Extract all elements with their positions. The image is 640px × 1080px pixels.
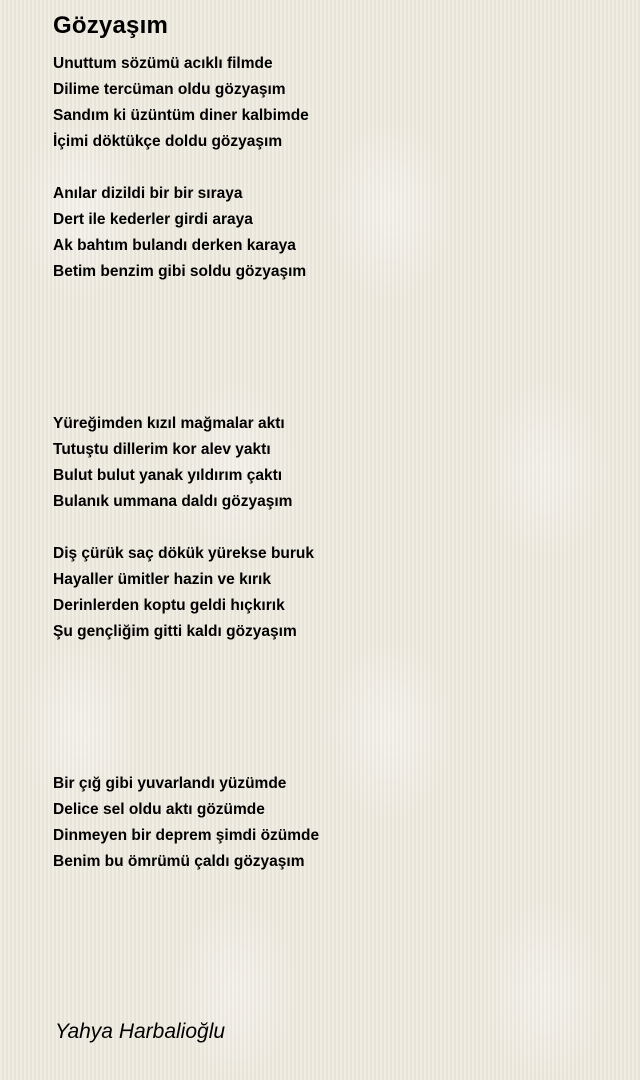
poem-line: Delice sel oldu aktı gözümde (53, 801, 265, 818)
poem-line: Diş çürük saç dökük yürekse buruk (53, 545, 315, 562)
poem-line: Sandım ki üzüntüm diner kalbimde (53, 107, 309, 124)
poem-line: Hayaller ümitler hazin ve kırık (53, 571, 271, 588)
poem-line: Şu gençliğim gitti kaldı gözyaşım (53, 623, 297, 640)
poem-line: Ak bahtım bulandı derken karaya (53, 237, 296, 254)
poem-title: Gözyaşım (53, 12, 168, 39)
poem-line: Anılar dizildi bir bir sıraya (53, 185, 243, 202)
poem-line: Bir çığ gibi yuvarlandı yüzümde (53, 775, 287, 792)
poem-line: Bulut bulut yanak yıldırım çaktı (53, 467, 283, 484)
poem-line: Dilime tercüman oldu gözyaşım (53, 81, 286, 98)
poem-stanza-1 (53, 51, 309, 155)
poem-line: Benim bu ömrümü çaldı gözyaşım (53, 853, 305, 870)
poem-stanza-2 (53, 181, 306, 285)
poem-stanza-5 (53, 771, 319, 875)
poem-line: Derinlerden koptu geldi hıçkırık (53, 597, 285, 614)
poem-stanza-3 (53, 411, 292, 515)
poem-line: İçimi döktükçe doldu gözyaşım (53, 133, 283, 150)
poem-line: Yüreğimden kızıl mağmalar aktı (53, 415, 285, 432)
poem-line: Betim benzim gibi soldu gözyaşım (53, 263, 307, 280)
poem-line: Tutuştu dillerim kor alev yaktı (53, 441, 271, 458)
poem-line: Dert ile kederler girdi araya (53, 211, 253, 228)
poem-line: Dinmeyen bir deprem şimdi özümde (53, 827, 320, 844)
poem-stanza-4 (53, 541, 314, 645)
poem-line: Unuttum sözümü acıklı filmde (53, 55, 273, 72)
poem-author: Yahya Harbalioğlu (55, 1020, 226, 1043)
poem-line: Bulanık ummana daldı gözyaşım (53, 493, 293, 510)
